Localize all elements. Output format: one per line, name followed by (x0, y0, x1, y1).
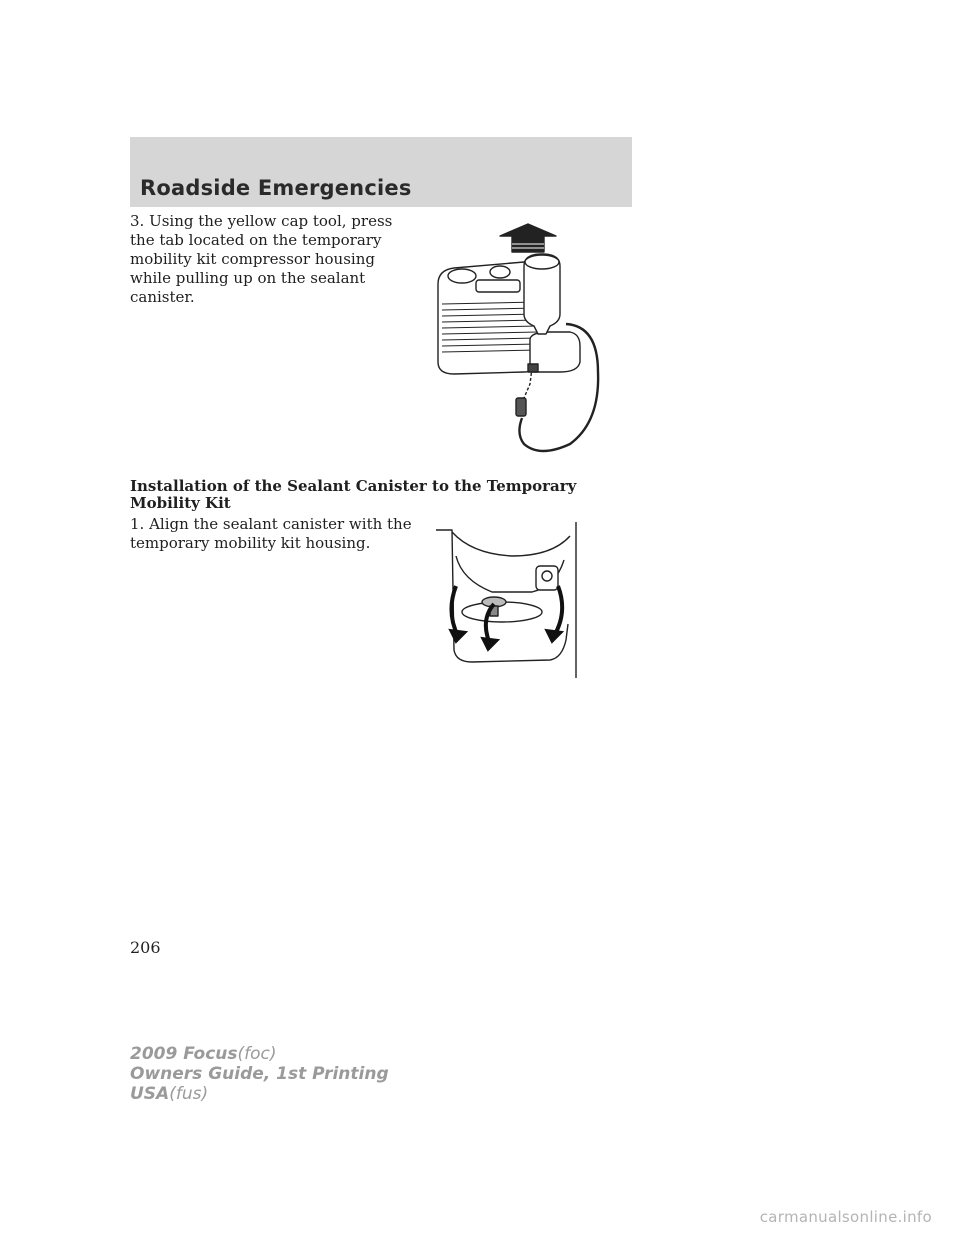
canister-alignment-illustration (432, 520, 582, 680)
footer-publication-info (130, 1044, 389, 1104)
page-number: 206 (130, 938, 161, 957)
section-title: Roadside Emergencies (140, 176, 412, 200)
step-1-text: 1. Align the sealant canister with the temporary mobility kit housing. (130, 515, 412, 552)
step-3-text: 3. Using the yellow cap tool, press the tab located on the temporary mobility kit compressor housing while pulling up on the sealant canister. (130, 212, 393, 306)
footer-guide: Owners Guide, 1st Printing (130, 1064, 389, 1084)
footer-market: USA (130, 1084, 170, 1104)
footer-model: 2009 Focus (130, 1044, 238, 1064)
footer-market-code: (fus) (169, 1084, 209, 1104)
footer-model-code: (foc) (237, 1044, 277, 1064)
compressor-canister-removal-illustration (420, 222, 620, 462)
watermark-text: carmanualsonline.info (759, 1208, 932, 1226)
installation-heading: Installation of the Sealant Canister to the Temporary Mobility Kit (130, 477, 577, 512)
